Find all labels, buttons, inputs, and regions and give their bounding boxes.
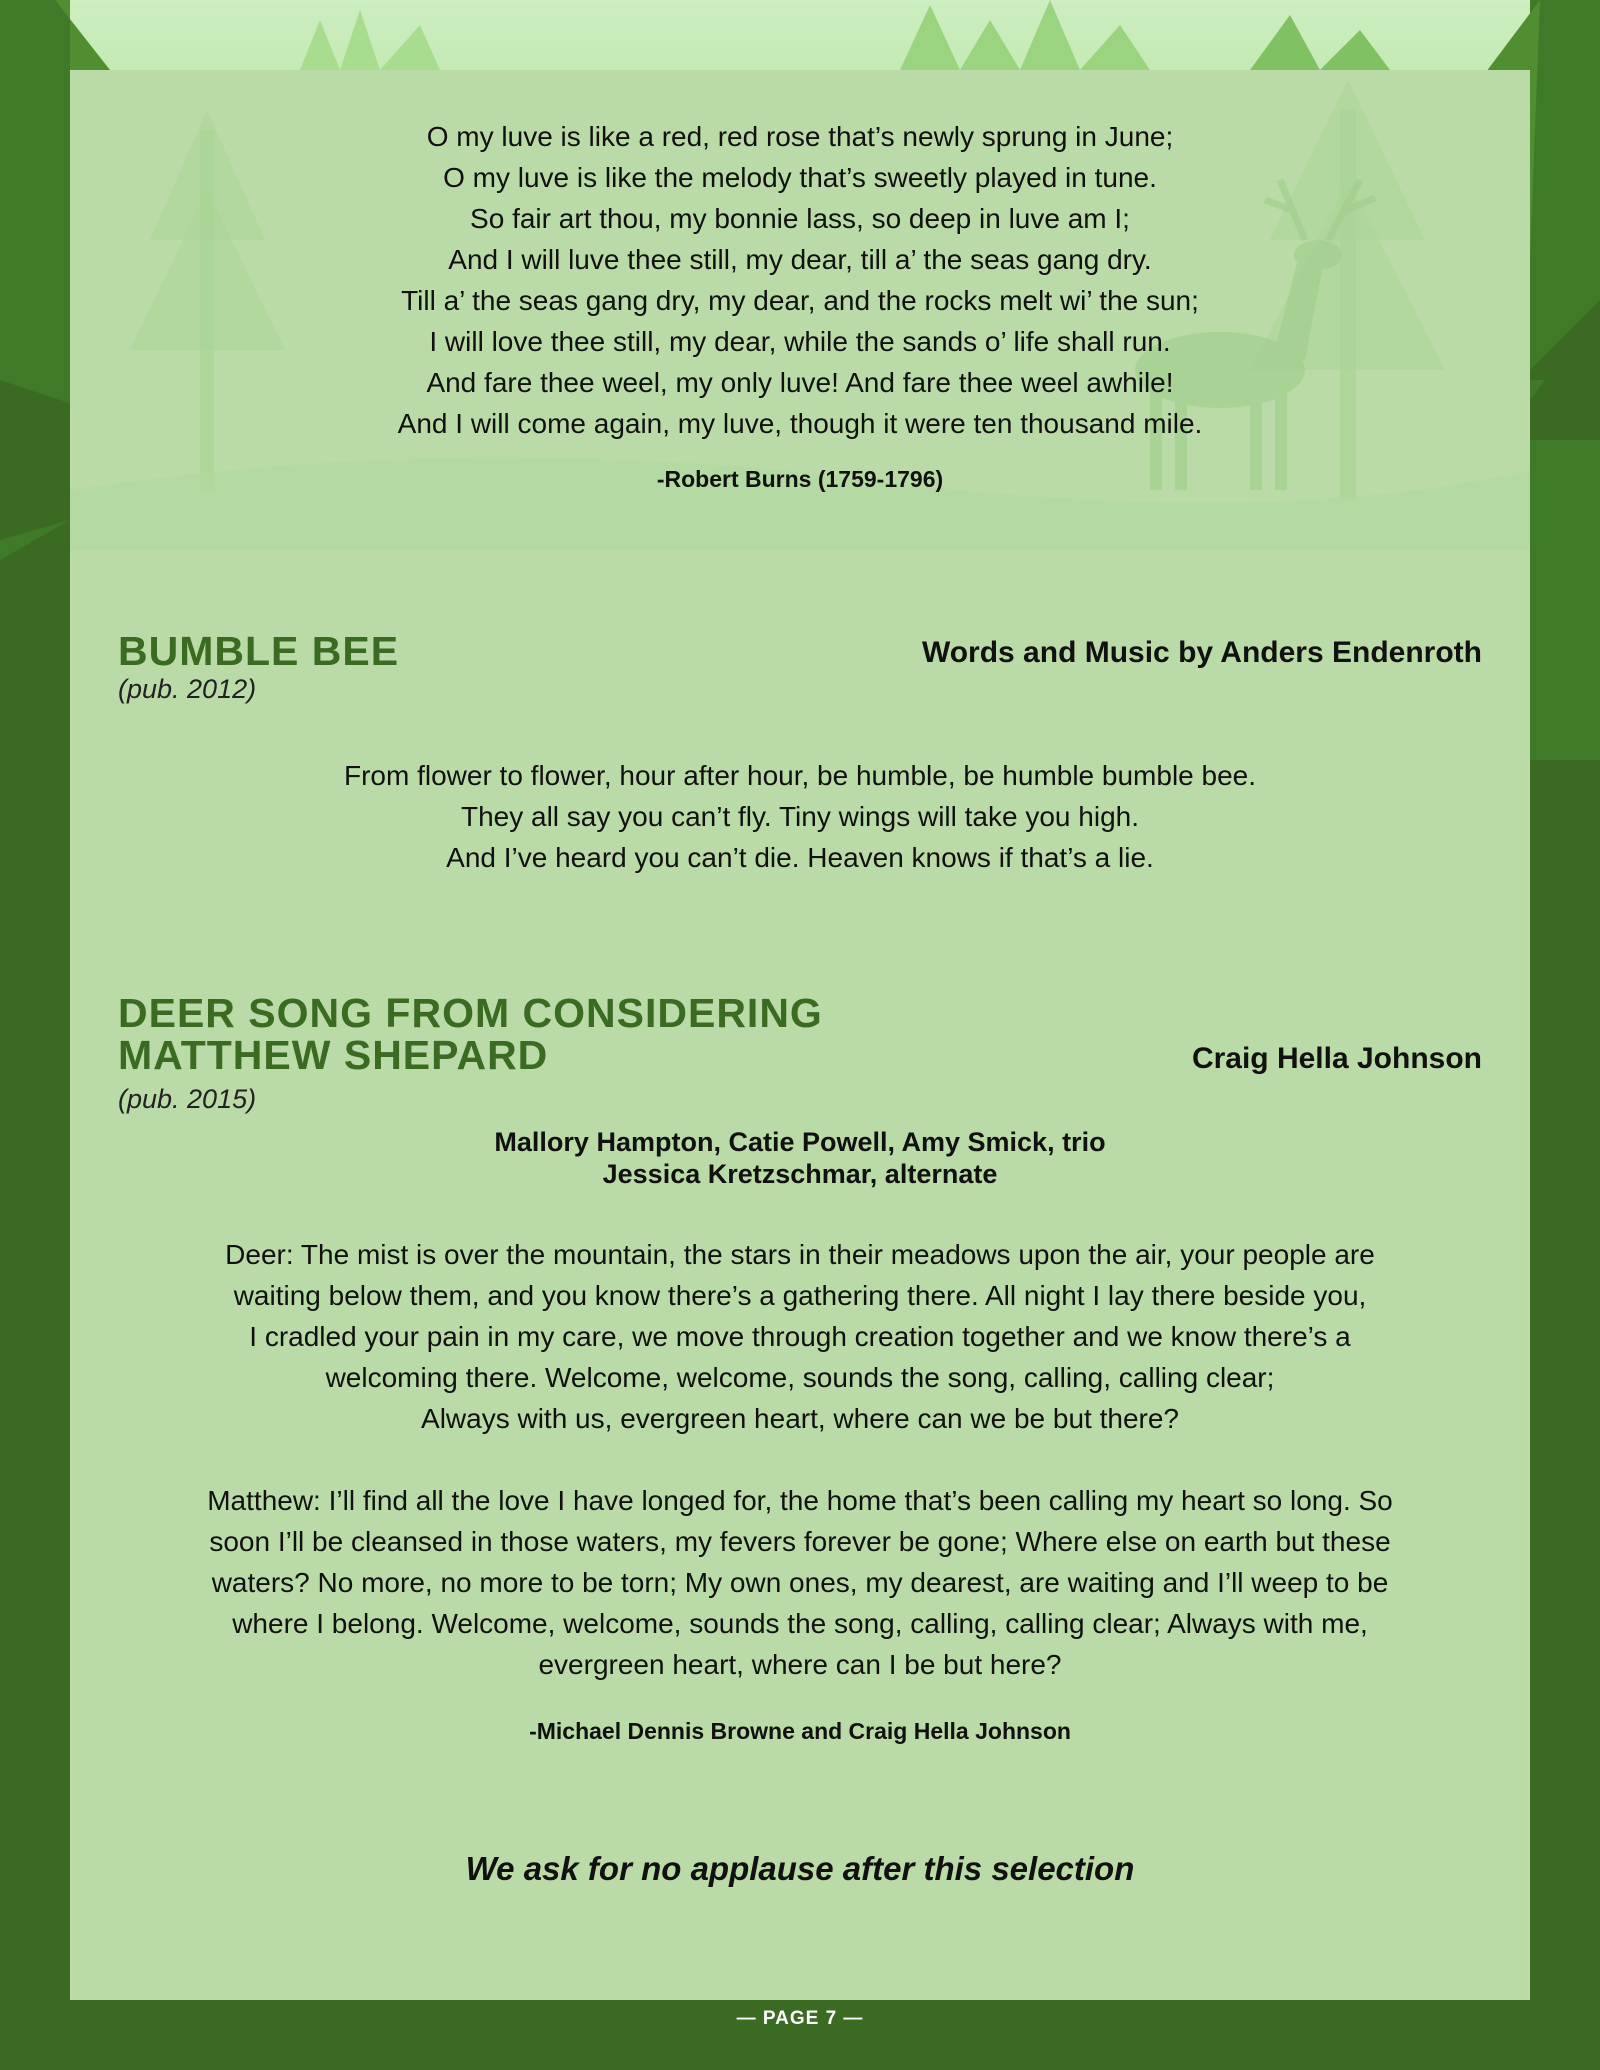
poem-line: And fare thee weel, my only luve! And fare thee weel awhile! xyxy=(426,367,1174,398)
verse-line: Matthew: I’ll find all the love I have longed for, the home that’s been calling my heart so long. So xyxy=(207,1485,1393,1516)
deer-song-title-line: DEER SONG FROM CONSIDERING xyxy=(118,990,823,1036)
verse-line: where I belong. Welcome, welcome, sounds the song, calling, calling clear; Always with me, xyxy=(232,1608,1368,1639)
content-panel xyxy=(70,70,1530,2000)
lyric-line: They all say you can’t fly. Tiny wings will take you high. xyxy=(460,801,1139,832)
verse-line: evergreen heart, where can I be but here? xyxy=(538,1649,1062,1680)
bumble-bee-credit: Words and Music by Anders Endenroth xyxy=(921,636,1482,669)
poem-line: So fair art thou, my bonnie lass, so deep in luve am I; xyxy=(470,203,1130,234)
verse-line: waters? No more, no more to be torn; My own ones, my dearest, are waiting and I’ll weep to be xyxy=(211,1567,1389,1598)
poem-line: And I will come again, my luve, though it were ten thousand mile. xyxy=(397,408,1203,439)
poem-line: O my luve is like the melody that’s sweetly played in tune. xyxy=(443,162,1157,193)
bumble-bee-pub-year: (pub. 2012) xyxy=(118,674,257,704)
verse-line: Deer: The mist is over the mountain, the stars in their meadows upon the air, your people are xyxy=(225,1239,1375,1270)
verse-line: welcoming there. Welcome, welcome, sounds the song, calling, calling clear; xyxy=(325,1362,1275,1393)
lyric-line: From flower to flower, hour after hour, be humble, be humble bumble bee. xyxy=(343,760,1257,791)
poem-attribution: -Robert Burns (1759-1796) xyxy=(656,466,944,492)
poem-line: And I will luve thee still, my dear, till a’ the seas gang dry. xyxy=(448,244,1152,275)
deer-song-pub-year: (pub. 2015) xyxy=(118,1084,257,1114)
deer-song-attribution: -Michael Dennis Browne and Craig Hella Johnson xyxy=(529,1718,1071,1744)
bumble-bee-title: BUMBLE BEE xyxy=(118,628,400,674)
deer-song-title xyxy=(118,992,823,1076)
deer-song-title-line: MATTHEW SHEPARD xyxy=(118,1032,549,1078)
lyric-line: And I’ve heard you can’t die. Heaven knows if that’s a lie. xyxy=(446,842,1154,873)
poem-line: Till a’ the seas gang dry, my dear, and the rocks melt wi’ the sun; xyxy=(401,285,1199,316)
performers-line: Jessica Kretzschmar, alternate xyxy=(602,1159,998,1189)
poem-block xyxy=(70,116,1530,493)
verse-line: soon I’ll be cleansed in those waters, my fevers forever be gone; Where else on earth but these xyxy=(209,1526,1391,1557)
deer-song-credit: Craig Hella Johnson xyxy=(1191,1042,1482,1075)
deer-verse xyxy=(110,1234,1490,1439)
page-number: — PAGE 7 — xyxy=(736,2008,864,2029)
bumble-bee-lyrics xyxy=(110,755,1490,878)
applause-note: We ask for no applause after this selection xyxy=(465,1850,1135,1887)
matthew-verse xyxy=(110,1480,1490,1685)
verse-line: Always with us, evergreen heart, where can we be but there? xyxy=(421,1403,1179,1434)
poem-line: O my luve is like a red, red rose that’s newly sprung in June; xyxy=(426,121,1174,152)
deer-song-performers xyxy=(70,1126,1530,1190)
verse-line: waiting below them, and you know there’s a gathering there. All night I lay there beside you, xyxy=(233,1280,1367,1311)
poem-line: I will love thee still, my dear, while the sands o’ life shall run. xyxy=(429,326,1171,357)
performers-line: Mallory Hampton, Catie Powell, Amy Smick, trio xyxy=(494,1127,1106,1157)
verse-line: I cradled your pain in my care, we move through creation together and we know there’s a xyxy=(249,1321,1351,1352)
